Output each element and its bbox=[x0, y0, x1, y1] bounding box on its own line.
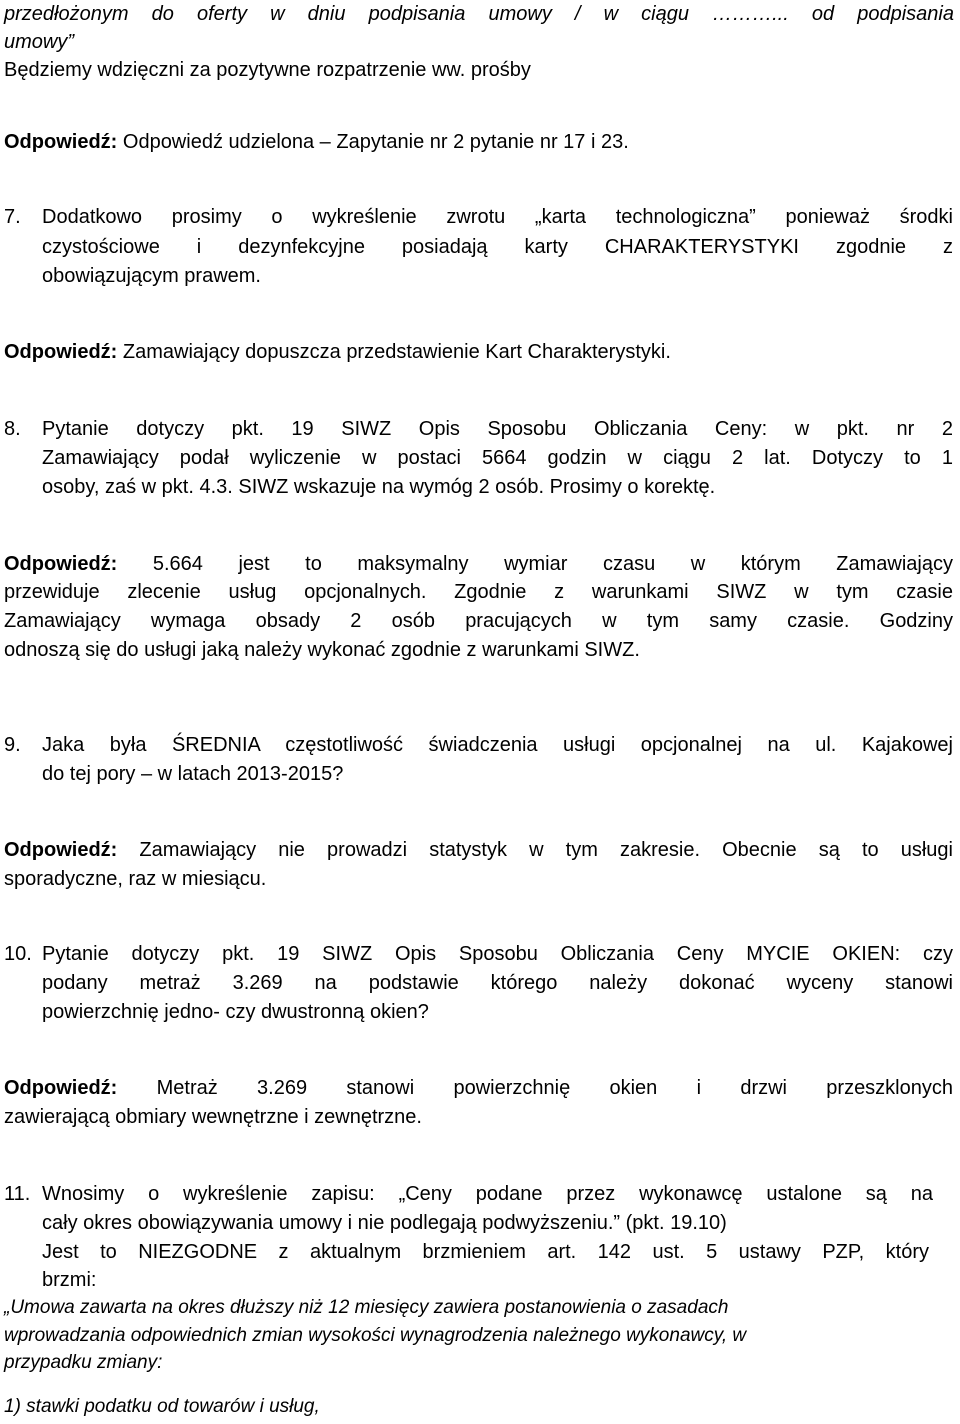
question-line: Pytanie dotyczy pkt. 19 SIWZ Opis Sposobu Obliczania Ceny: w pkt. nr 2 bbox=[42, 418, 953, 440]
question-number: 11. bbox=[4, 1183, 31, 1205]
answer-8 bbox=[4, 550, 953, 578]
question-line: Dodatkowo prosimy o wykreślenie zwrotu „karta technologiczna” ponieważ środki bbox=[42, 206, 953, 228]
question-line: obowiązującym prawem. bbox=[42, 265, 261, 287]
answer-line: odnoszą się do usługi jaką należy wykonać zgodnie z warunkami SIWZ. bbox=[4, 639, 640, 661]
quote-line: 1) stawki podatku od towarów i usług, bbox=[4, 1396, 320, 1417]
answer-label: Odpowiedź: bbox=[4, 1077, 118, 1099]
answer-label: Odpowiedź: bbox=[4, 553, 118, 575]
answer-10 bbox=[4, 1074, 953, 1102]
answer-text: Metraż 3.269 stanowi powierzchnię okien i drzwi przeszklonych bbox=[117, 1077, 953, 1099]
answer-7 bbox=[4, 338, 671, 366]
continuation-line: przedłożonym do oferty w dniu podpisania umowy / w ciągu ………... od podpisania bbox=[4, 3, 954, 25]
answer-text: Odpowiedź udzielona – Zapytanie nr 2 pytanie nr 17 i 23. bbox=[117, 131, 629, 153]
answer-label: Odpowiedź: bbox=[4, 839, 118, 861]
answer-line: przewiduje zlecenie usług opcjonalnych. Zgodnie z warunkami SIWZ w tym czasie bbox=[4, 581, 953, 603]
answer-line: zawierającą obmiary wewnętrzne i zewnętrzne. bbox=[4, 1106, 422, 1128]
answer-9 bbox=[4, 836, 953, 864]
answer-line: Zamawiający wymaga obsady 2 osób pracujących w tym samy czasie. Godziny bbox=[4, 610, 953, 632]
continuation-line: Będziemy wdzięczni za pozytywne rozpatrzenie ww. prośby bbox=[4, 59, 531, 81]
quote-line: przypadku zmiany: bbox=[4, 1352, 163, 1373]
question-line: do tej pory – w latach 2013-2015? bbox=[42, 763, 344, 785]
question-line: Jaka była ŚREDNIA częstotliwość świadczenia usługi opcjonalnej na ul. Kajakowej bbox=[42, 734, 953, 756]
question-line: osoby, zaś w pkt. 4.3. SIWZ wskazuje na wymóg 2 osób. Prosimy o korektę. bbox=[42, 476, 716, 498]
question-line: czystościowe i dezynfekcyjne posiadają karty CHARAKTERYSTYKI zgodnie z bbox=[42, 236, 953, 258]
question-line: Jest to NIEZGODNE z aktualnym brzmieniem art. 142 ust. 5 ustawy PZP, który bbox=[42, 1241, 929, 1263]
question-line: podany metraż 3.269 na podstawie którego należy dokonać wyceny stanowi bbox=[42, 972, 953, 994]
question-number: 7. bbox=[4, 206, 21, 228]
answer-6 bbox=[4, 128, 629, 156]
question-line: powierzchnię jedno- czy dwustronną okien? bbox=[42, 1001, 429, 1023]
answer-text: Zamawiający dopuszcza przedstawienie Kart Charakterystyki. bbox=[117, 341, 671, 363]
answer-text: 5.664 jest to maksymalny wymiar czasu w którym Zamawiający bbox=[117, 553, 953, 575]
question-line: Pytanie dotyczy pkt. 19 SIWZ Opis Sposobu Obliczania Ceny MYCIE OKIEN: czy bbox=[42, 943, 953, 965]
quote-line: wprowadzania odpowiednich zmian wysokości wynagrodzenia należnego wykonawcy, w bbox=[4, 1325, 747, 1346]
question-number: 10. bbox=[4, 943, 32, 965]
answer-label: Odpowiedź: bbox=[4, 131, 118, 153]
question-line: Wnosimy o wykreślenie zapisu: „Ceny podane przez wykonawcę ustalone są na bbox=[42, 1183, 933, 1205]
question-line: Zamawiający podał wyliczenie w postaci 5664 godzin w ciągu 2 lat. Dotyczy to 1 bbox=[42, 447, 953, 469]
question-number: 8. bbox=[4, 418, 21, 440]
question-number: 9. bbox=[4, 734, 21, 756]
answer-text: Zamawiający nie prowadzi statystyk w tym zakresie. Obecnie są to usługi bbox=[117, 839, 953, 861]
continuation-line: umowy” bbox=[4, 31, 75, 53]
answer-line: sporadyczne, raz w miesiącu. bbox=[4, 868, 267, 890]
quote-line: „Umowa zawarta na okres dłuższy niż 12 miesięcy zawiera postanowienia o zasadach bbox=[4, 1297, 729, 1318]
question-line: cały okres obowiązywania umowy i nie podlegają podwyższeniu.” (pkt. 19.10) bbox=[42, 1212, 727, 1234]
question-line: brzmi: bbox=[42, 1269, 97, 1291]
answer-label: Odpowiedź: bbox=[4, 341, 118, 363]
